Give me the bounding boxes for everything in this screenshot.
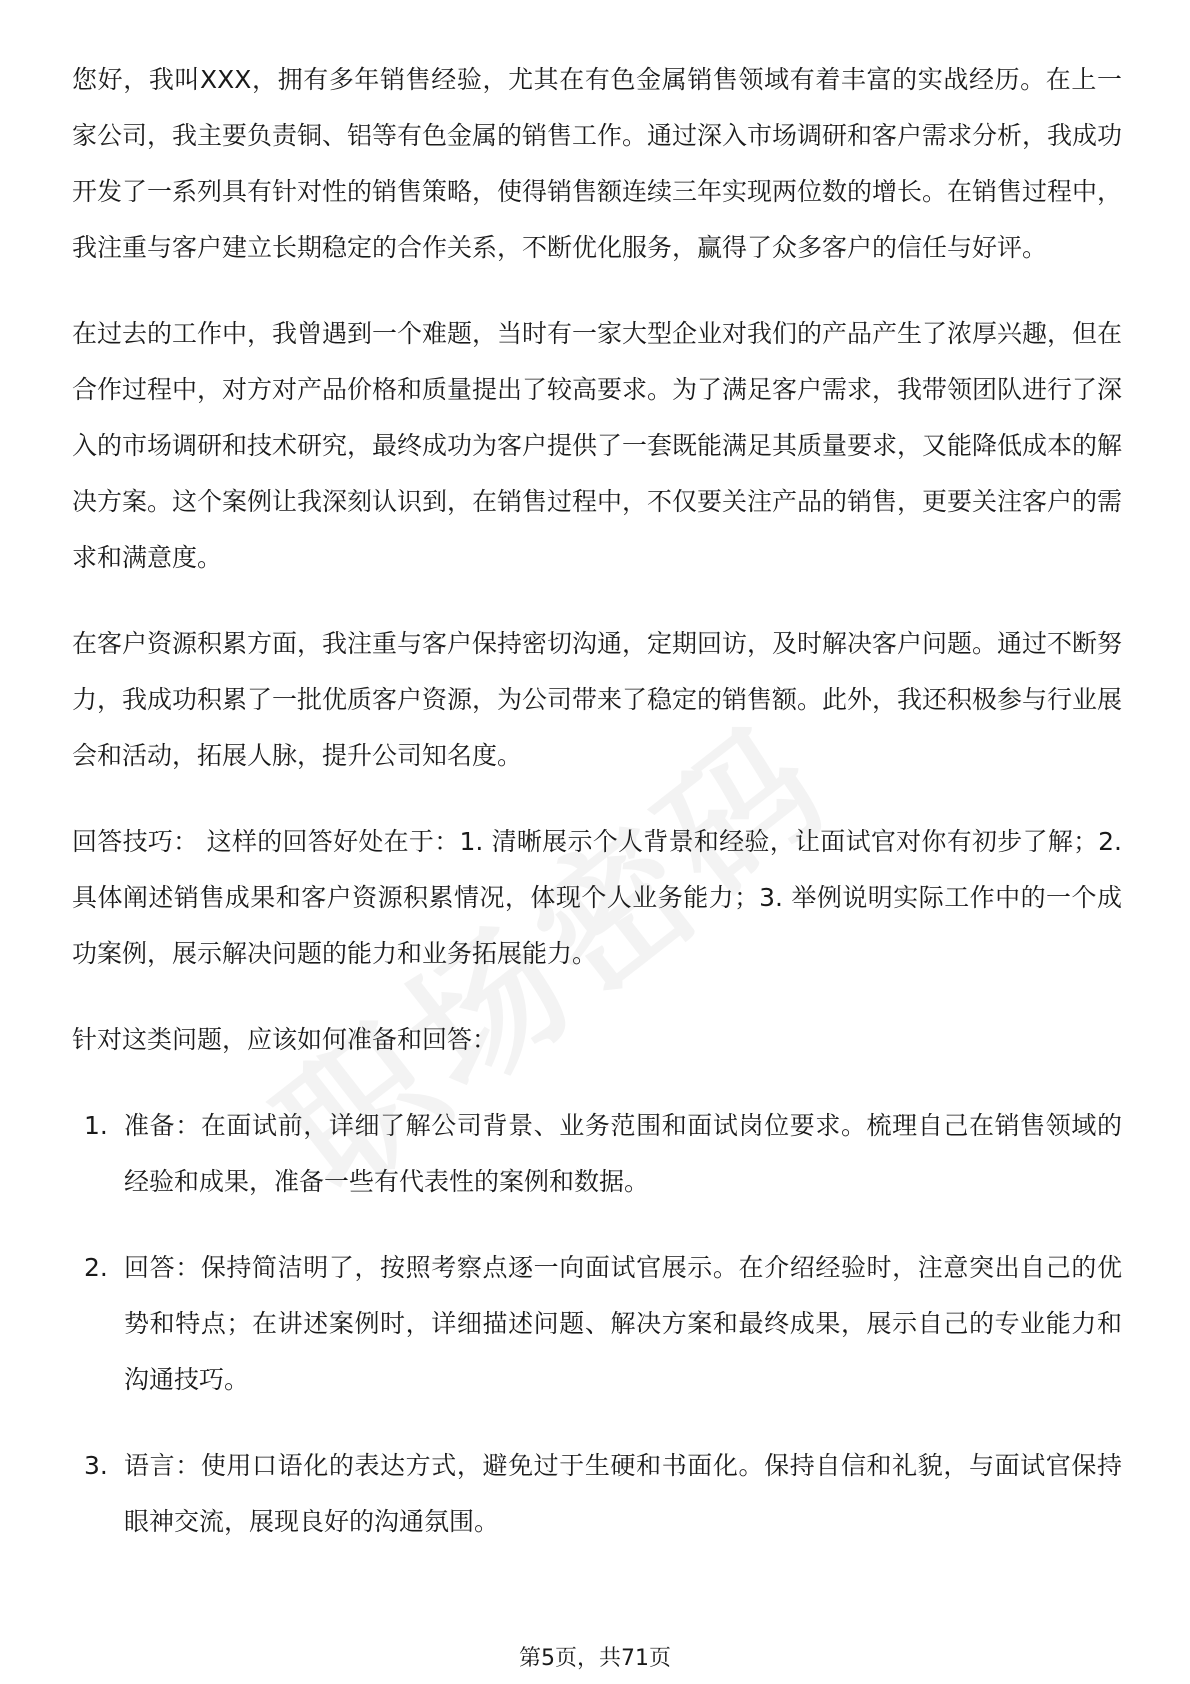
paragraph-case: 在过去的工作中，我曾遇到一个难题，当时有一家大型企业对我们的产品产生了浓厚兴趣，但在合作过程中，对方对产品价格和质量提出了较高要求。为了满足客户需求，我带领团队进行了深入的市场调研和技术研究，最终成功为客户提供了一套既能满足其质量要求，又能降低成本的解决方案。这个案例让我深刻认识到，在销售过程中，不仅要关注产品的销售，更要关注客户的需求和满意度。 (72, 319, 1123, 572)
list-item (72, 1438, 1122, 1550)
advice-list (72, 1098, 1122, 1550)
list-number: 3. (84, 1451, 108, 1480)
list-text: 回答：保持简洁明了，按照考察点逐一向面试官展示。在介绍经验时，注意突出自己的优势和特点；在讲述案例时，详细描述问题、解决方案和最终成果，展示自己的专业能力和沟通技巧。 (124, 1253, 1122, 1394)
paragraph-tips: 回答技巧： 这样的回答好处在于：1. 清晰展示个人背景和经验，让面试官对你有初步了解；2. 具体阐述销售成果和客户资源积累情况，体现个人业务能力；3. 举例说明实际工作中的一个成功案例，展示解决问题的能力和业务拓展能力。 (72, 827, 1122, 968)
page-content (72, 52, 1122, 1580)
list-number: 2. (84, 1253, 108, 1282)
paragraph-intro: 您好，我叫XXX，拥有多年销售经验，尤其在有色金属销售领域有着丰富的实战经历。在上一家公司，我主要负责铜、铝等有色金属的销售工作。通过深入市场调研和客户需求分析，我成功开发了一系列具有针对性的销售策略，使得销售额连续三年实现两位数的增长。在销售过程中，我注重与客户建立长期稳定的合作关系，不断优化服务，赢得了众多客户的信任与好评。 (72, 65, 1123, 262)
page-number-footer: 第5页，共71页 (519, 1646, 671, 1671)
section-heading: 针对这类问题，应该如何准备和回答： (72, 1025, 498, 1054)
list-item (72, 1098, 1122, 1210)
list-text: 准备：在面试前，详细了解公司背景、业务范围和面试岗位要求。梳理自己在销售领域的经验和成果，准备一些有代表性的案例和数据。 (124, 1111, 1122, 1196)
list-item (72, 1240, 1122, 1408)
list-text: 语言：使用口语化的表达方式，避免过于生硬和书面化。保持自信和礼貌，与面试官保持眼神交流，展现良好的沟通氛围。 (124, 1451, 1122, 1536)
paragraph-clients: 在客户资源积累方面，我注重与客户保持密切沟通，定期回访，及时解决客户问题。通过不断努力，我成功积累了一批优质客户资源，为公司带来了稳定的销售额。此外，我还积极参与行业展会和活动，拓展人脉，提升公司知名度。 (72, 629, 1123, 770)
list-number: 1. (84, 1111, 108, 1140)
